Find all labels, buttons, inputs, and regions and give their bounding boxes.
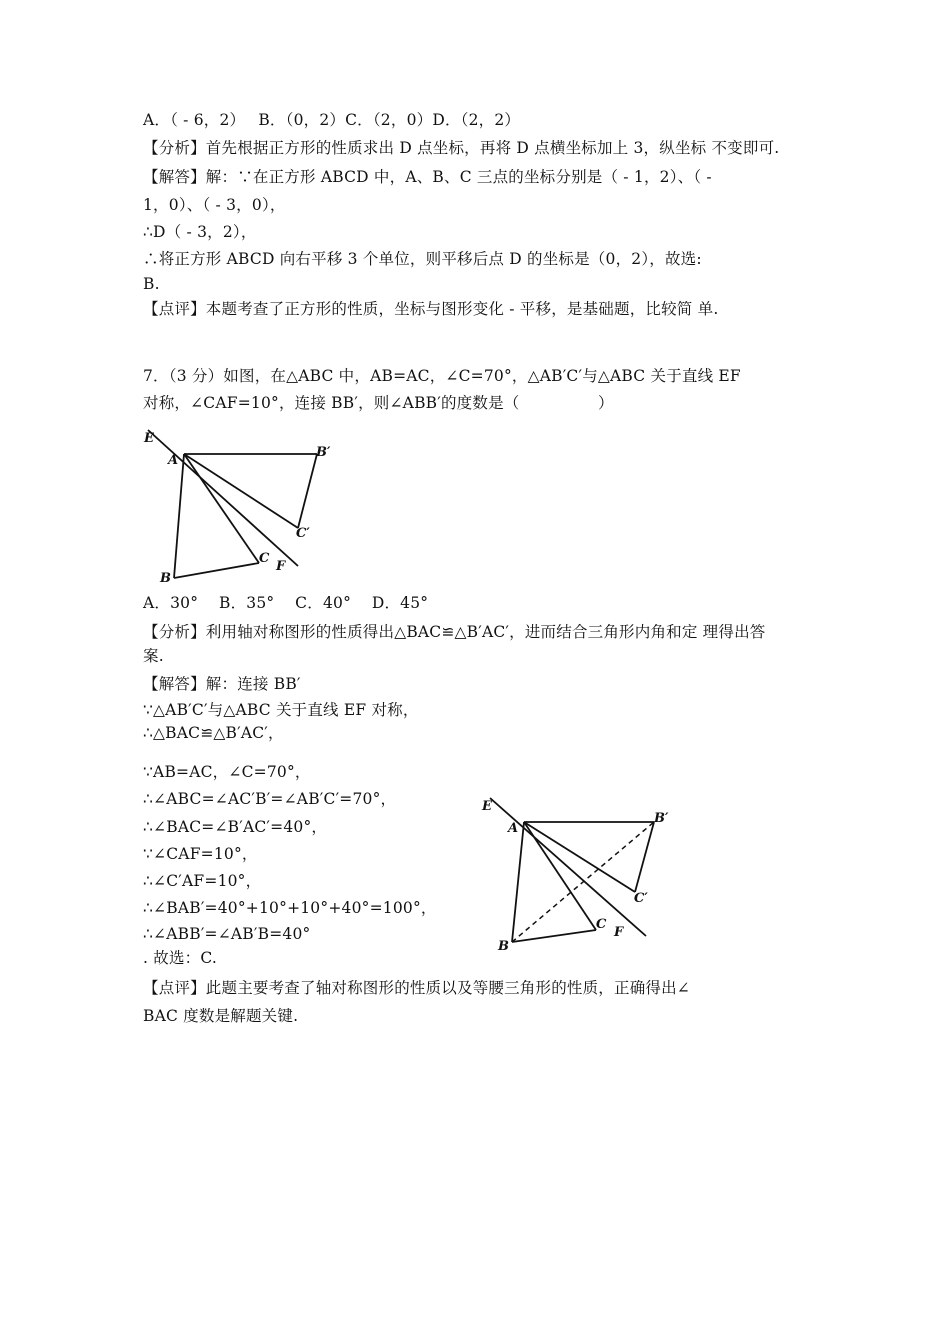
label-C-prime: C′ bbox=[634, 891, 648, 906]
q6-analysis: 【分析】首先根据正方形的性质求出 D 点坐标，再将 D 点横坐标加上 3，纵坐标 不变即可. bbox=[143, 139, 780, 157]
segment-AC bbox=[184, 454, 259, 563]
q6-solution-line-3: ∴D（ - 3，2）， bbox=[143, 223, 257, 241]
q6-solution-line-1: 【解答】解：∵在正方形 ABCD 中，A、B、C 三点的坐标分别是（ - 1，2）、（ - bbox=[143, 168, 712, 186]
q7-solution-line-1: 【解答】解：连接 BB′ bbox=[143, 675, 301, 693]
q7-analysis-line-2: 案. bbox=[143, 647, 164, 665]
label-C: C bbox=[596, 917, 607, 932]
q6-solution-line-2: 1，0）、（ - 3，0）， bbox=[143, 196, 286, 214]
q7-stem-line-1: 7．（3 分）如图，在△ABC 中，AB=AC，∠C=70°，△AB′C′与△ABC 关于直线 EF bbox=[143, 367, 741, 385]
label-B: B bbox=[160, 571, 171, 586]
q7-solution-line-5: ∴∠ABC=∠AC′B′=∠AB′C′=70°， bbox=[143, 790, 397, 808]
label-C-prime: C′ bbox=[296, 526, 310, 541]
label-A: A bbox=[508, 821, 519, 836]
q7-solution-figure bbox=[478, 790, 678, 962]
segment-BC bbox=[512, 930, 596, 942]
label-F: F bbox=[614, 925, 624, 940]
q7-solution-line-8: ∴∠C′AF=10°， bbox=[143, 872, 262, 890]
q7-solution-line-9: ∴∠BAB′=40°+10°+10°+40°=100°， bbox=[143, 899, 437, 917]
q7-solution-line-6: ∴∠BAC=∠B′AC′=40°， bbox=[143, 818, 328, 836]
segment-A-C-prime bbox=[184, 454, 298, 528]
q7-analysis-line-1: 【分析】利用轴对称图形的性质得出△BAC≌△B′AC′，进而结合三角形内角和定 理得出答 bbox=[143, 623, 766, 641]
label-B-prime: B′ bbox=[316, 445, 331, 460]
segment-A-C-prime bbox=[524, 822, 635, 892]
segment-AB bbox=[512, 822, 524, 942]
line-EF bbox=[148, 430, 298, 566]
segment-BC bbox=[174, 563, 259, 578]
segment-AB bbox=[174, 454, 184, 578]
q6-solution-line-5: B. bbox=[143, 275, 160, 293]
segment-AC bbox=[524, 822, 596, 930]
q7-options: A．30° B．35° C．40° D．45° bbox=[143, 594, 429, 612]
label-E: E bbox=[144, 431, 154, 446]
label-F: F bbox=[276, 559, 286, 574]
q7-solution-line-10: ∴∠ABB′=∠AB′B=40° bbox=[143, 925, 311, 943]
segment-B-prime-C-prime bbox=[635, 822, 654, 892]
segment-B-prime-C-prime bbox=[298, 454, 317, 528]
q7-comment-line-1: 【点评】此题主要考查了轴对称图形的性质以及等腰三角形的性质，正确得出∠ bbox=[143, 979, 690, 997]
q7-figure bbox=[138, 420, 331, 592]
q7-solution-line-3: ∴△BAC≌△B′AC′， bbox=[143, 724, 284, 742]
q7-solution-line-4: ∵AB=AC，∠C=70°， bbox=[143, 763, 311, 781]
q7-stem-line-2: 对称，∠CAF=10°，连接 BB′，则∠ABB′的度数是（ ） bbox=[143, 394, 614, 412]
q7-solution-line-11: . 故选：C. bbox=[143, 949, 217, 967]
label-E: E bbox=[482, 799, 492, 814]
label-A: A bbox=[168, 453, 179, 468]
label-C: C bbox=[259, 551, 270, 566]
q7-solution-line-2: ∵△AB′C′与△ABC 关于直线 EF 对称， bbox=[143, 701, 419, 719]
q6-comment: 【点评】本题考查了正方形的性质，坐标与图形变化 - 平移，是基础题，比较简 单. bbox=[143, 300, 719, 318]
line-EF bbox=[490, 798, 646, 936]
q7-comment-line-2: BAC 度数是解题关键. bbox=[143, 1007, 299, 1025]
q6-options: A．（ - 6，2） B．（0，2）C．（2，0）D．（2，2） bbox=[143, 111, 521, 129]
label-B-prime: B′ bbox=[654, 811, 669, 826]
q7-solution-line-7: ∵∠CAF=10°， bbox=[143, 845, 258, 863]
q6-solution-line-4: ∴将正方形 ABCD 向右平移 3 个单位，则平移后点 D 的坐标是（0，2），故选: bbox=[143, 250, 702, 268]
label-B: B bbox=[498, 939, 509, 954]
